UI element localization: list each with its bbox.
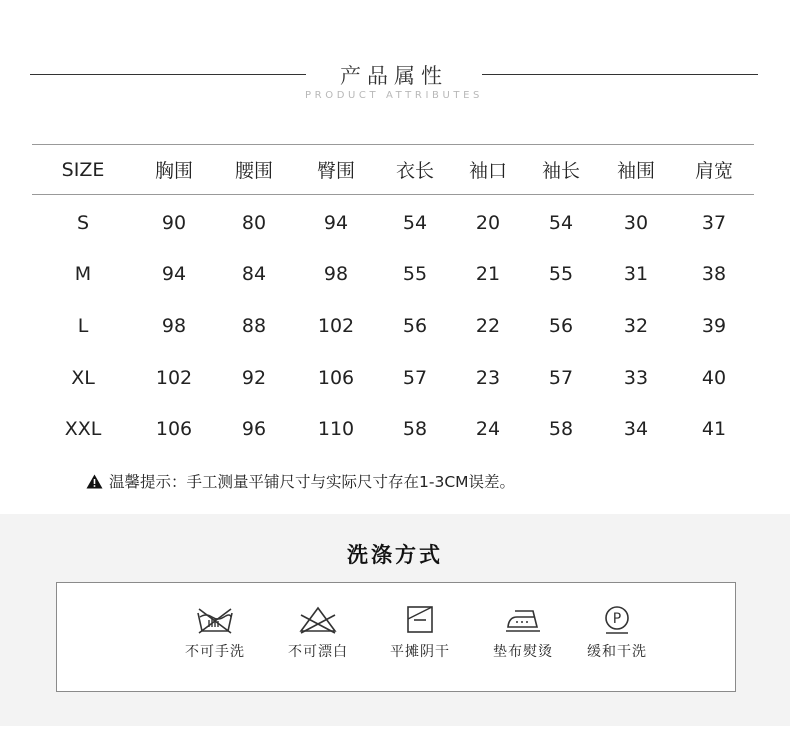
- column-header-cuff: 袖口: [452, 145, 524, 195]
- table-cell: 106: [155, 418, 193, 441]
- table-cell: 58: [402, 418, 428, 441]
- table-row: [32, 249, 754, 301]
- wash-item-dry-flat-shade: [375, 605, 465, 661]
- column-header-length: 衣长: [378, 145, 452, 195]
- table-row: [32, 403, 754, 455]
- section-title: 产品属性: [340, 64, 448, 88]
- wash-label: 垫布熨烫: [493, 644, 553, 660]
- header-divider-left: [30, 74, 306, 75]
- iron-with-cloth-icon: [503, 605, 543, 635]
- column-header-shoulder: 肩宽: [674, 145, 754, 195]
- table-cell: 94: [161, 263, 187, 286]
- wash-label: 不可漂白: [288, 644, 348, 660]
- table-cell: 57: [548, 366, 574, 389]
- table-cell: 102: [155, 366, 193, 389]
- wash-label: 缓和干洗: [587, 644, 647, 660]
- svg-text:P: P: [612, 611, 622, 627]
- column-header-sleeve-length: 袖长: [524, 145, 598, 195]
- no-hand-wash-icon: [195, 605, 235, 635]
- table-cell: 92: [241, 366, 267, 389]
- table-cell: 31: [623, 263, 649, 286]
- table-cell: XL: [71, 366, 95, 389]
- washing-instructions-box: [56, 582, 736, 692]
- table-cell: 54: [548, 211, 574, 234]
- section-subtitle: PRODUCT ATTRIBUTES: [305, 90, 483, 101]
- wash-item-no-bleach: [273, 605, 363, 661]
- wash-item-dry-clean: [572, 605, 662, 661]
- table-cell: 90: [161, 211, 187, 234]
- table-cell: 32: [623, 314, 649, 337]
- wash-item-no-hand-wash: [170, 605, 260, 661]
- table-cell: 34: [623, 418, 649, 441]
- table-cell: 54: [402, 211, 428, 234]
- table-cell: 98: [161, 314, 187, 337]
- table-cell: 22: [475, 314, 501, 337]
- column-header-waist: 腰围: [214, 145, 294, 195]
- table-row: [32, 352, 754, 404]
- table-cell: 58: [548, 418, 574, 441]
- tip-text: 温馨提示：手工测量平铺尺寸与实际尺寸存在1-3CM误差。: [109, 473, 516, 491]
- column-header-sleeve-width: 袖围: [598, 145, 674, 195]
- table-cell: 110: [317, 418, 355, 441]
- table-cell: 41: [701, 418, 727, 441]
- column-header-chest: 胸围: [134, 145, 214, 195]
- table-cell: 21: [475, 263, 501, 286]
- table-cell: 56: [548, 314, 574, 337]
- size-table: [32, 144, 754, 455]
- dry-flat-shade-icon: [400, 605, 440, 635]
- table-cell: 98: [323, 263, 349, 286]
- column-header-hip: 臀围: [294, 145, 378, 195]
- section-header: [0, 58, 790, 108]
- washing-title: 洗涤方式: [347, 543, 443, 567]
- dry-clean-p-icon: [597, 605, 637, 635]
- column-header-size: SIZE: [32, 145, 134, 195]
- warning-triangle-icon: [86, 474, 103, 489]
- header-divider-right: [482, 74, 758, 75]
- table-cell: 40: [701, 366, 727, 389]
- table-cell: 30: [623, 211, 649, 234]
- table-cell: 37: [701, 211, 727, 234]
- table-cell: 39: [701, 314, 727, 337]
- table-cell: S: [76, 211, 90, 234]
- table-cell: 55: [548, 263, 574, 286]
- table-cell: M: [74, 263, 92, 286]
- table-cell: 24: [475, 418, 501, 441]
- table-cell: 80: [241, 211, 267, 234]
- table-cell: 56: [402, 314, 428, 337]
- table-cell: 102: [317, 314, 355, 337]
- table-cell: 33: [623, 366, 649, 389]
- measurement-tip: [86, 470, 515, 492]
- table-cell: L: [77, 314, 89, 337]
- no-bleach-icon: [298, 605, 338, 635]
- table-row: [32, 195, 754, 249]
- table-cell: 88: [241, 314, 267, 337]
- table-cell: 20: [475, 211, 501, 234]
- wash-label: 平摊阴干: [390, 644, 450, 660]
- table-cell: 38: [701, 263, 727, 286]
- table-cell: 106: [317, 366, 355, 389]
- table-cell: 84: [241, 263, 267, 286]
- table-cell: 23: [475, 366, 501, 389]
- table-cell: 55: [402, 263, 428, 286]
- wash-item-iron-with-cloth: [478, 605, 568, 661]
- table-cell: XXL: [64, 418, 102, 441]
- table-row: [32, 300, 754, 352]
- table-header-row: [32, 145, 754, 195]
- table-cell: 94: [323, 211, 349, 234]
- table-cell: 57: [402, 366, 428, 389]
- wash-label: 不可手洗: [185, 644, 245, 660]
- table-cell: 96: [241, 418, 267, 441]
